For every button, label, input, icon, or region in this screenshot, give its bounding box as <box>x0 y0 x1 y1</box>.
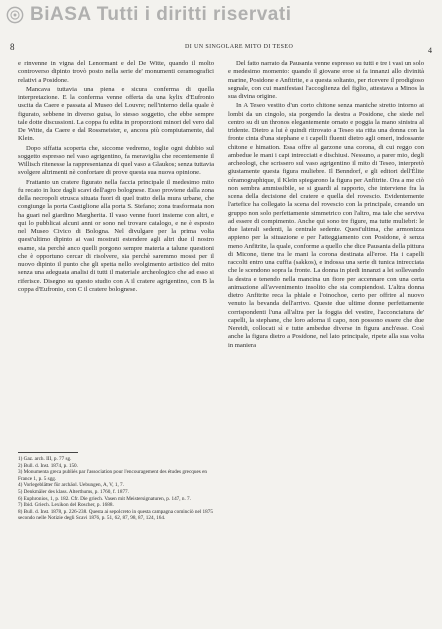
paragraph: Mancava tuttavia una piena e sicura conferma di quella interpretazione. E la conferma venne offerta da una kylix d'Eufronio uscita da Caere e passata al Museo del Louvre; nell'interno della quale è figurato, sebbene in diverso guisa, lo stesso soggetto, che ebbe sempre tale dotte discussioni. La coppa fu edita in proporzioni minori del vero dal De Witte, da Caere e dal Rossmeister, e, ancora più compiutamente, dal Klein. <box>18 85 214 143</box>
paragraph: e rinvenne in vigna del Lenormant e del De Witte, quando il molto controverso dipinto trovò posto nella serie de' monumenti ceramografici relativi a Posidone. <box>18 60 214 84</box>
footnote: 5) Denkmäler des klass. Alterthums, p. 1760, f. 1877. <box>18 488 129 495</box>
paragraph: Dopo siffatta scoperta che, siccome vedremo, toglie ogni dubbio sul soggetto espresso nel vaso agrigentino, fa meraviglia che recentemente il Willisch ritenesse la rappresentanza di quel vaso a Glaukos; senza tuttavia svolgere altrimenti nè confortare di prove questa sua nuova opinione. <box>18 144 214 177</box>
running-title: DI UN SINGOLARE MITO DI TESEO <box>185 44 294 50</box>
running-header <box>10 44 434 56</box>
left-column <box>18 60 214 295</box>
watermark-text: BiASA Tutti i diritti riservati <box>30 4 292 25</box>
watermark <box>6 4 436 26</box>
footnote: 7) Ibid. Griech. Lexikon del Roscher, p. 1688. <box>18 502 114 509</box>
page-number: 8 <box>10 42 15 52</box>
paragraph: In A Teseo vestito d'un corto chitone senza maniche stretto intorno ai lombi da un cingolo, sta porgendo la destra a Posidone, che siede nel centro su di un thronos elegantemente ornato e poggia la mano sinistra al tridente. Dietro a lui è quindi ritrovato a Teseo sta ritta una donna con la fronte cinta d'una stephane e i capelli fluenti dietro agli omeri, indossante chitone e himation. Essa offre al garzone una corona, di cui reggo con ambedue le mani i capi intrecciati e dischiusi. Nessuno, a parer mio, degli archeologi, che scrissero sul vaso agrigentino il mito di Teseo, interpretò giustamente questa figura muliebre. Il Benndorf, e gli editori dell'Élite céramographique, il Klein spiegarono la figura per Anfitrite. Ora a me ciò non sembra ammissibile, se si guardi al rapporto, che interviene fra la scena della decisione del cratere e quella del rovescio. Evidentemente l'artefice ha collegato la scena del rovescio con la principale, creando un gruppo non solo perfettamente simmetrico con l'altro, ma tale che serviva ad essere di compimento. Anche qui sono tre figure, ma tutte muliebri: le due laterali sedenti, la centrale sedente. Quest'ultima, che armonizza appieno per la situazione e per l'atteggiamento con Posidone, è senza meno Anfitrite, la quale, conforme a quello che dice Pausania della pittura di Micone, tiene tra le mani la corona destinata all'eroe. Ha i capelli raccolti entro una cuffia (sakkos), e indossa una serie di tunica intrecciata che le scendono sopra la fronte. La donna in piedi innanzi a lei sollevando la destra e tenendo nella mancina un fiore per accennare con una certa animazione all'avvenimento insolito che sta compiendosi. L'altra donna dietro Anfitrite reca la phiale e l'oinochoe, certo per offrire al nuovo venuto la bevanda dell'arrivo. Queste due ultime donne perfettamente corrispondenti l'una all'altra per la foggia del vestire, l'acconciatura de' capelli, la stephane, che loro adorna il capo, non possono essere che due Nereidi, collocati sì e tutte ambedue diverse in figura anch'esse. Così anche la figura dietro a Posidone, nel lato principale, ripete alla sua volta in maniera <box>228 102 424 349</box>
footnotes <box>18 456 214 522</box>
footnote: 1) Gaz. arch. III, p. 77 sg. <box>18 456 72 462</box>
right-column <box>228 60 424 351</box>
section-number: 4 <box>428 46 432 55</box>
footnote-rule <box>18 452 78 453</box>
paragraph: Frattanto un cratere figurato nella faccia principale il medesimo mito fu recato in luce dagli scavi dell'agro bolognese. Esso proviene dalla zona della necropoli etrusca situata fuori di quel tratto della mura urbane, che congiunge la porta Castiglione alla porta S. Stefano; zona trasformata non ha guari nel giardino Margherita. Il vaso venne fuori insieme con altri, e qui lo pubblicai alcuni anni or sono nel trovare catalogo, e ne è esposto nel Museo Civico di Bologna. Nel divulgare per la prima volta quest'ultimo dipinto ai vasi mostrati estendere agli altri due il nostro esame, sia perchè anco quelli porgono sempre materia a talune questioni che è opportuno cercar di risolvere, sia perchè saremmo mossi per il nuovo dipinto il punto che gli spetta nello svolgimento artistico del mito senza una adeguata analisi di tutti il materiale archeologico che ad esso si riferisce. Disegno su questo studio con A il cratere agrigentino, con B la coppa d'Eufronio, con C il cratere bolognese. <box>18 178 214 293</box>
paragraph: Del fatto narrato da Pausania venne espresso su tutti e tre i vasi un solo e medesimo momento: quando il giovane eroe si fa innanzi allo divinità marine, Posidone e Anfitrite, e a questa soltanto, per ricevere il prodigioso segnale, con cui manifestasi l'accoglienza del figlio, attestava a Minos la sua divina origine. <box>228 60 424 100</box>
footnote: 2) Bull. d. Inst. 1874, p. 150. <box>18 462 78 469</box>
footnote: 4) Vorlegeblätter für archäol. Uebungen, A, V, 1, 7. <box>18 482 124 489</box>
biasa-seal-icon <box>6 6 24 24</box>
footnote: 8) Bull. d. Inst. 1878, p. 226-238. Questa ai sepolcreto in questa campagna cominciò nel 1875 secondo nelle Notizie degli Scavi 1876, p. 51, 62, 87, 98, 87, 124, 164. <box>18 508 213 522</box>
footnote: 6) Euphronios, 1, p. 182. Cfr. Die griech. Vasen mit Meistersignaturen, p. 147, n. 7. <box>18 495 191 502</box>
footnote: 3) Monumenta greca publiés par l'association pour l'encouragement des études grecques en France 1, p. 5 sgg. <box>18 469 207 482</box>
